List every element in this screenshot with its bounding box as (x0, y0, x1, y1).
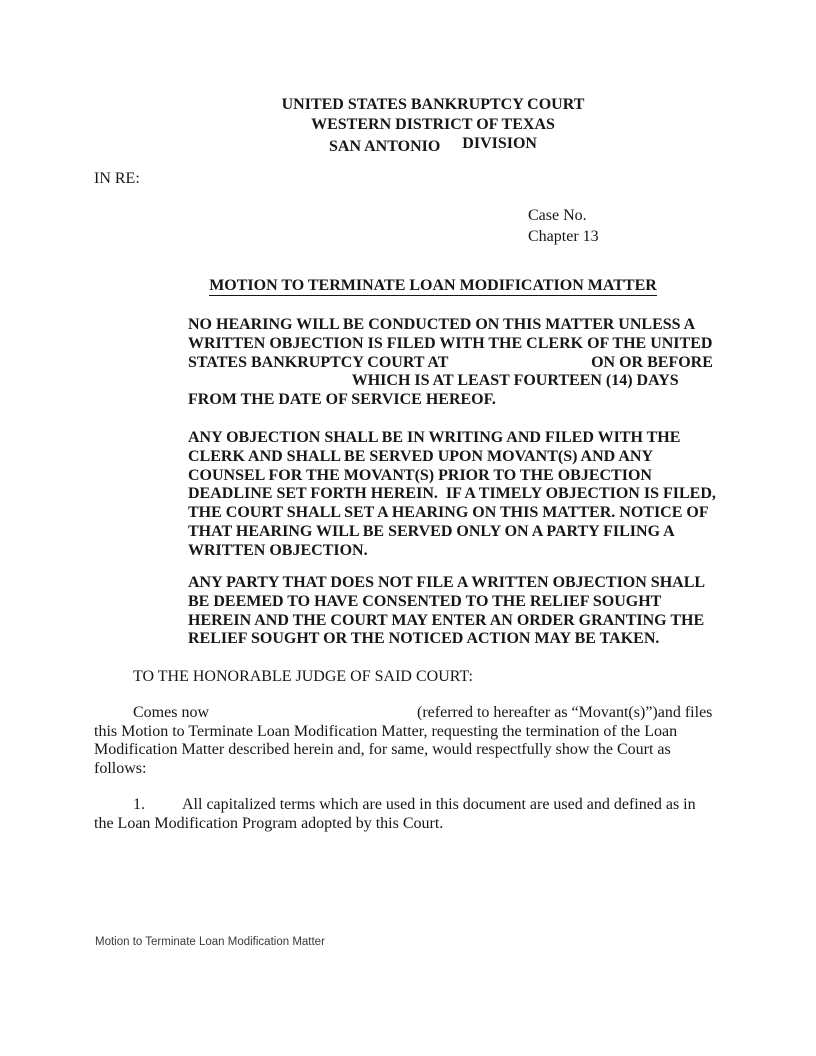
in-re-label: IN RE: (94, 170, 140, 187)
division-value-field[interactable]: SAN ANTONIO (329, 138, 441, 155)
objection-deadline-blank[interactable] (188, 372, 348, 385)
paragraph-number: 1. (133, 796, 145, 813)
court-location-blank[interactable] (452, 354, 587, 367)
notice-paragraph-consent: ANY PARTY THAT DOES NOT FILE A WRITTEN OBJECTION SHALL BE DEEMED TO HAVE CONSENTED TO THE RELIEF SOUGHT HEREIN AND THE COURT MAY ENTER AN ORDER GRANTING THE RELIEF SOUGHT OR THE NOTICED ACTION MAY BE TAKEN. (188, 574, 705, 648)
footer-document-title: Motion to Terminate Loan Modification Matter (95, 936, 325, 948)
body-paragraph-comes-now (94, 704, 718, 779)
body-paragraph-1 (94, 796, 718, 833)
chapter-label: Chapter (528, 228, 579, 245)
title-row (50, 277, 816, 295)
court-name: UNITED STATES BANKRUPTCY COURT (281, 96, 585, 113)
notice-paragraph-objection: ANY OBJECTION SHALL BE IN WRITING AND FILED WITH THE CLERK AND SHALL BE SERVED UPON MOVANT(S) AND ANY COUNSEL FOR THE MOVANT(S) PRIOR TO THE OBJECTION DEADLINE SET FORTH HEREIN. IF A TIMELY OBJECTION IS FILED, THE COURT SHALL SET A HEARING ON THIS MATTER. NOTICE OF THAT HEARING WILL BE SERVED ONLY ON A PARTY FILING A WRITTEN OBJECTION. (188, 429, 716, 559)
notice-p1-text-2: ON OR BEFORE (591, 353, 713, 371)
district-name: WESTERN DISTRICT OF TEXAS (311, 115, 555, 133)
notice-p1-text-1: NO HEARING WILL BE CONDUCTED ON THIS MATTER UNLESS A WRITTEN OBJECTION IS FILED WITH THE CLERK OF THE UNITED STATES BANKRUPTCY COURT AT (188, 316, 713, 371)
case-caption-block (528, 205, 651, 247)
notice-p1-text-3: WHICH IS AT LEAST FOURTEEN (14) DAYS FROM THE DATE OF SERVICE HEREOF. (188, 372, 679, 409)
division-line (50, 134, 816, 154)
case-number-line (528, 205, 651, 226)
court-header (50, 95, 816, 154)
movant-clause-text: (referred to hereafter as “Movant(s)”)and files this Motion to Terminate Loan Modification Matter, requesting the termination of the Loan Modification Matter described herein and, for same, would respectfully show the Court as (94, 704, 713, 759)
chapter-value: 13 (582, 228, 599, 245)
follows-text: follows: (94, 760, 147, 778)
comes-now-text: Comes now (133, 704, 209, 721)
document-title: MOTION TO TERMINATE LOAN MODIFICATION MATTER (209, 277, 657, 294)
case-no-label: Case No. (528, 207, 587, 224)
paragraph-1-text: All capitalized terms which are used in this document are used and defined as in the Loan Modification Program adopted by this Court. (94, 796, 696, 832)
case-number-blank[interactable] (591, 207, 651, 220)
paragraph-number-gap (145, 799, 182, 809)
salutation: TO THE HONORABLE JUDGE OF SAID COURT: (133, 668, 473, 685)
movant-name-blank[interactable] (213, 704, 413, 717)
division-label: DIVISION (462, 135, 537, 152)
notice-paragraph-hearing (188, 316, 728, 410)
chapter-line (528, 226, 651, 247)
